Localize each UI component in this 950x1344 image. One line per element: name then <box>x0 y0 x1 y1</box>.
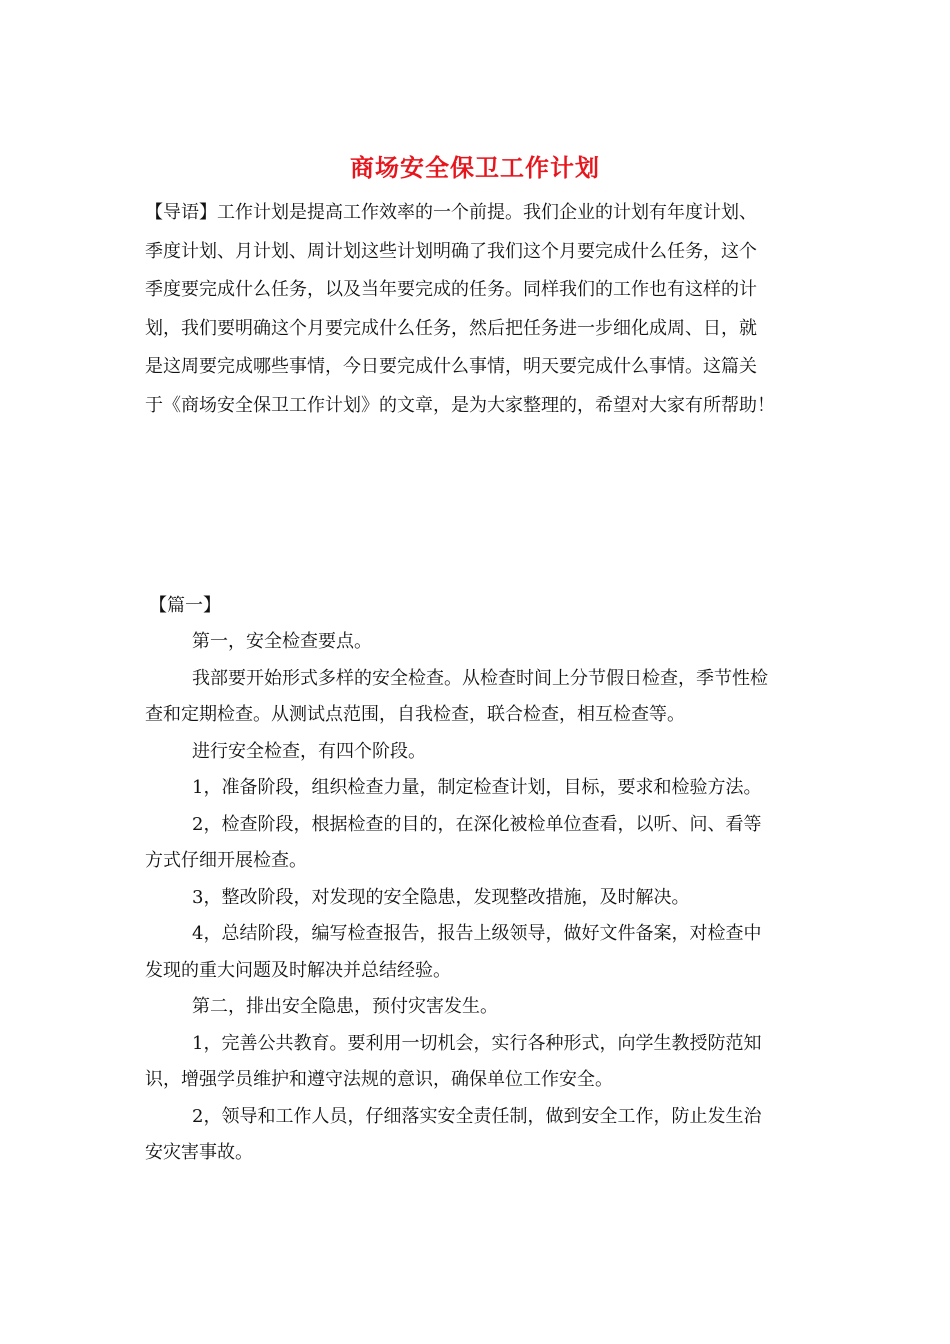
paragraph-four-stages <box>145 734 810 771</box>
intro-line: 是这周要完成哪些事情，今日要完成什么事情，明天要完成什么事情。这篇关 <box>145 356 757 377</box>
intro-line: 【导语】工作计划是提高工作效率的一个前提。我们企业的计划有年度计划、 <box>145 202 757 223</box>
paragraph-line: 方式仔细开展检查。 <box>145 850 307 871</box>
paragraph-line: 1，准备阶段，组织检查力量，制定检查计划，目标，要求和检验方法。 <box>192 777 762 798</box>
paragraph-stage-prepare <box>145 770 810 807</box>
paragraph-line: 4，总结阶段，编写检查报告，报告上级领导，做好文件备案，对检查中 <box>192 923 762 944</box>
paragraph-public-education <box>145 1026 810 1099</box>
paragraph-line: 识，增强学员维护和遵守法规的意识，确保单位工作安全。 <box>145 1069 613 1090</box>
paragraph-line: 1，完善公共教育。要利用一切机会，实行各种形式，向学生教授防范知 <box>192 1032 762 1054</box>
section-heading: 【篇一】 <box>149 595 221 616</box>
paragraph-stage-rectify <box>145 880 810 917</box>
paragraph-line: 3，整改阶段，对发现的安全隐患，发现整改措施，及时解决。 <box>192 886 690 908</box>
section-one <box>145 588 810 1172</box>
intro-line: 季度要完成什么任务，以及当年要完成的任务。同样我们的工作也有这样的计 <box>145 279 757 300</box>
paragraph-line: 发现的重大问题及时解决并总结经验。 <box>145 959 451 981</box>
paragraph-line: 查和定期检查。从测试点范围，自我检查，联合检查，相互检查等。 <box>145 704 685 725</box>
paragraph-line: 2，领导和工作人员，仔细落实安全责任制，做到安全工作，防止发生治 <box>192 1105 762 1127</box>
paragraph-stage-check <box>145 807 810 880</box>
paragraph-eliminate-hazards <box>145 989 810 1026</box>
paragraph-stage-summary <box>145 916 810 989</box>
paragraph-line: 进行安全检查，有四个阶段。 <box>192 740 426 762</box>
paragraph-security-check-points <box>145 624 810 661</box>
intro-line: 划，我们要明确这个月要完成什么任务，然后把任务进一步细化成周、日，就 <box>145 317 757 339</box>
intro-line: 季度计划、月计划、周计划这些计划明确了我们这个月要完成什么任务，这个 <box>145 240 757 262</box>
page-title: 商场安全保卫工作计划 <box>350 153 600 182</box>
paragraph-line: 安灾害事故。 <box>145 1142 253 1163</box>
paragraph-line: 我部要开始形式多样的安全检查。从检查时间上分节假日检查，季节性检 <box>192 667 768 689</box>
paragraph-line: 2，检查阶段，根据检查的目的，在深化被检单位查看，以听、问、看等 <box>192 813 762 835</box>
paragraph-check-types <box>145 661 810 734</box>
paragraph-responsibility <box>145 1099 810 1172</box>
paragraph-line: 第一，安全检查要点。 <box>192 631 372 652</box>
intro-line: 于《商场安全保卫工作计划》的文章，是为大家整理的，希望对大家有所帮助！ <box>145 394 775 416</box>
paragraph-line: 第二，排出安全隐患，预付灾害发生。 <box>192 996 498 1017</box>
intro-paragraph <box>145 194 810 425</box>
